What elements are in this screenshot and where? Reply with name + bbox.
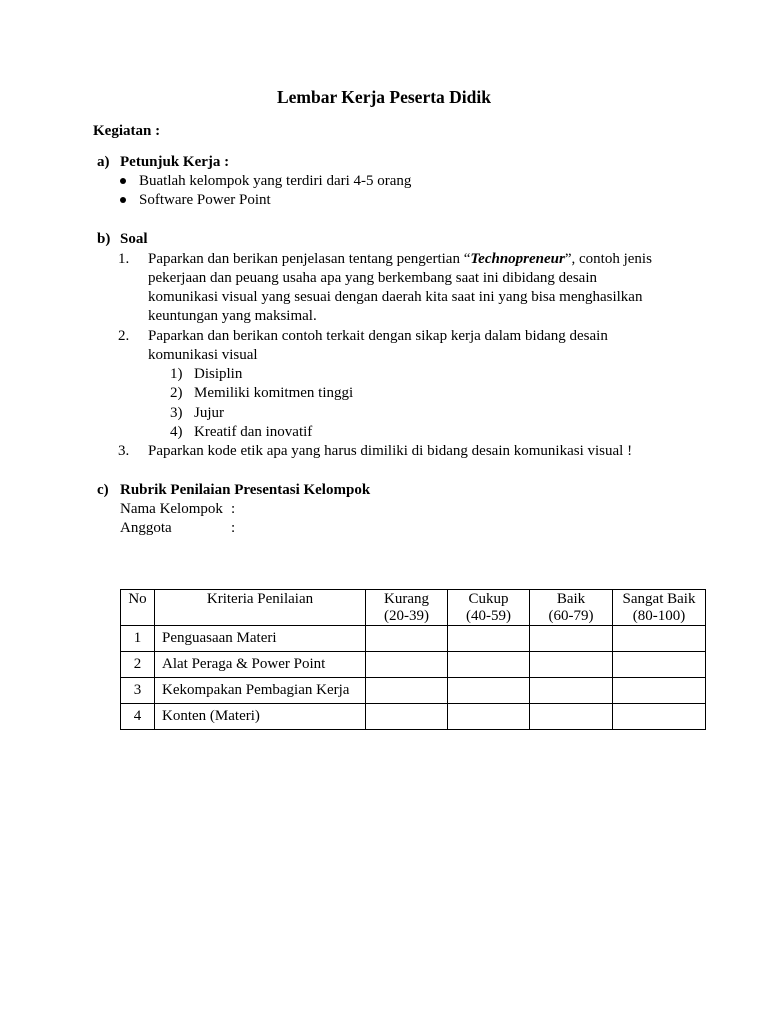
header-sangat-baik: Sangat Baik (80-100) [613,590,706,626]
section-a-marker: a) [97,154,110,170]
score-cell[interactable] [530,678,613,704]
row-number: 1 [121,626,155,652]
bullet-icon [120,197,126,203]
score-cell[interactable] [613,626,706,652]
sub-item-number: 1) [170,366,183,382]
row-kriteria: Kekompakan Pembagian Kerja [155,678,366,704]
table-row [121,678,706,704]
score-cell[interactable] [530,652,613,678]
section-a-heading: Petunjuk Kerja : [120,154,230,170]
sub-item-number: 3) [170,405,183,421]
sub-item-text: Memiliki komitmen tinggi [194,385,354,401]
bullet-icon [120,178,126,184]
header-kurang: Kurang (20-39) [366,590,448,626]
row-kriteria: Konten (Materi) [155,704,366,730]
score-cell[interactable] [530,704,613,730]
question-number: 1. [118,251,130,267]
score-cell[interactable] [448,678,530,704]
section-c-marker: c) [97,482,109,498]
header-no: No [121,590,155,626]
question-1-text: Paparkan dan berikan penjelasan tentang pengertian “ [148,251,471,267]
row-number: 4 [121,704,155,730]
sub-item-number: 4) [170,424,183,440]
section-b-marker: b) [97,231,111,247]
question-number: 2. [118,328,130,344]
score-cell[interactable] [613,704,706,730]
score-cell[interactable] [448,652,530,678]
bullet-item: Buatlah kelompok yang terdiri dari 4-5 orang [139,173,412,189]
score-cell[interactable] [366,678,448,704]
header-kriteria: Kriteria Penilaian [155,590,366,626]
score-cell[interactable] [366,626,448,652]
rubric-table [120,589,706,730]
score-cell[interactable] [448,704,530,730]
page-title: Lembar Kerja Peserta Didik [276,87,491,107]
technopreneur-term: Technopreneur [470,251,565,267]
bullet-item: Software Power Point [139,192,271,208]
header-baik: Baik (60-79) [530,590,613,626]
nama-kelompok-colon: : [231,501,236,517]
header-cukup: Cukup (40-59) [448,590,530,626]
table-row [121,704,706,730]
question-1-text: ”, contoh jenis [564,251,652,267]
kegiatan-label: Kegiatan : [93,123,161,139]
question-1-line: keuntungan yang maksimal. [148,308,317,324]
sub-item-number: 2) [170,385,183,401]
row-number: 2 [121,652,155,678]
row-kriteria: Alat Peraga & Power Point [155,652,366,678]
sub-item-text: Disiplin [194,366,243,382]
question-2-line: Paparkan dan berikan contoh terkait dengan sikap kerja dalam bidang desain [148,328,608,344]
row-kriteria: Penguasaan Materi [155,626,366,652]
question-1-line: komunikasi visual yang sesuai dengan daerah kita saat ini yang bisa menghasilkan [148,289,643,305]
section-c-heading: Rubrik Penilaian Presentasi Kelompok [120,482,371,498]
question-1-line [148,250,652,269]
table-row [121,652,706,678]
score-cell[interactable] [613,678,706,704]
question-3-line: Paparkan kode etik apa yang harus dimiliki di bidang desain komunikasi visual ! [148,443,633,459]
anggota-label: Anggota [120,520,172,536]
score-cell[interactable] [613,652,706,678]
score-cell[interactable] [530,626,613,652]
table-header-row [121,590,706,626]
score-cell[interactable] [448,626,530,652]
score-cell[interactable] [366,704,448,730]
question-number: 3. [118,443,130,459]
sub-item-text: Kreatif dan inovatif [194,424,313,440]
anggota-colon: : [231,520,236,536]
row-number: 3 [121,678,155,704]
nama-kelompok-label: Nama Kelompok [120,501,223,517]
sub-item-text: Jujur [194,405,224,421]
score-cell[interactable] [366,652,448,678]
question-1-line: pekerjaan dan peuang usaha apa yang berkembang saat ini dibidang desain [148,270,597,286]
table-row [121,626,706,652]
section-b-heading: Soal [120,231,148,247]
question-2-line: komunikasi visual [148,347,258,363]
